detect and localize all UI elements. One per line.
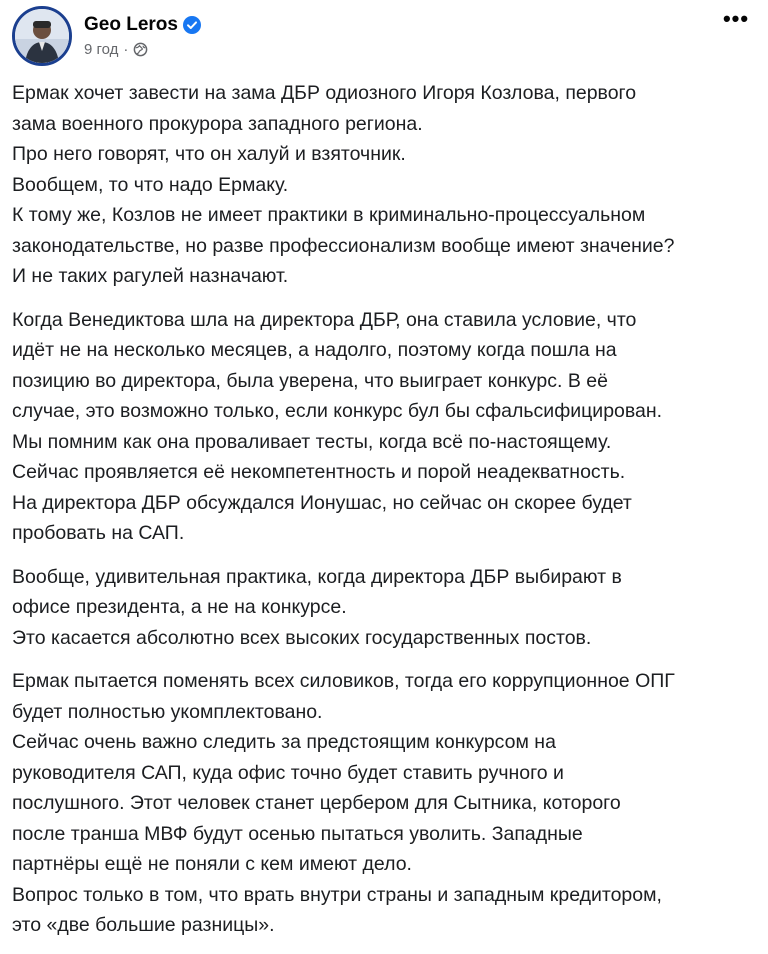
post-body <box>12 78 756 954</box>
post-header <box>12 4 201 68</box>
post-paragraph <box>12 666 756 941</box>
post-text-line: На директора ДБР обсуждался Ионушас, но сейчас он скорее будет <box>12 491 632 514</box>
post-text-line: Ермак хочет завести на зама ДБР одиозного Игоря Козлова, первого <box>12 82 637 104</box>
meta-separator: · <box>123 41 129 58</box>
post-text-line: зама военного прокурора западного региона. <box>12 112 423 135</box>
post-paragraph <box>12 305 756 549</box>
post-text-line: И не таких рагулей назначают. <box>12 265 289 287</box>
post-text-line: после транша МВФ будут осенью пытаться уволить. Западные <box>12 822 583 845</box>
post-paragraph <box>12 562 756 654</box>
avatar-image <box>15 9 69 63</box>
avatar[interactable] <box>12 6 72 66</box>
author-name[interactable]: Geo Leros <box>84 14 178 35</box>
post-text-line: идёт не на несколько месяцев, а надолго, поэтому когда пошла на <box>12 339 617 361</box>
post-text-line: Вообщем, то что надо Ермаку. <box>12 173 289 196</box>
post-text-line: Вообще, удивительная практика, когда директора ДБР выбирают в <box>12 565 622 588</box>
post-paragraph <box>12 78 756 292</box>
post-text-line: это «две большие разницы». <box>12 914 275 936</box>
post-text-line: послушного. Этот человек станет цербером для Сытника, которого <box>12 792 621 814</box>
post-text-line: Мы помним как она проваливает тесты, когда всё по-настоящему. <box>12 430 612 453</box>
post-text-line: будет полностью укомплектовано. <box>12 700 323 723</box>
author-row <box>84 14 201 36</box>
post-text-line: руководителя САП, куда офис точно будет ставить ручного и <box>12 761 564 784</box>
post-text-line: законодательстве, но разве профессионализм вообще имеют значение? <box>12 234 675 257</box>
post-text-line: офисе президента, а не на конкурсе. <box>12 596 347 618</box>
post-text-line: К тому же, Козлов не имеет практики в криминально-процессуальном <box>12 204 646 226</box>
post-text-line: Когда Венедиктова шла на директора ДБР, она ставила условие, что <box>12 308 637 331</box>
post-text-line: Вопрос только в том, что врать внутри страны и западным кредитором, <box>12 883 662 906</box>
post-text-line: случае, это возможно только, если конкурс бул бы сфальсифицирован. <box>12 400 663 422</box>
post-text-line: Про него говорят, что он халуй и взяточник. <box>12 143 406 165</box>
post-text-line: Ермак пытается поменять всех силовиков, тогда его коррупционное ОПГ <box>12 670 675 692</box>
more-options-icon[interactable]: ••• <box>722 6 750 31</box>
post-text-line: Сейчас проявляется её некомпетентность и порой неадекватность. <box>12 461 626 483</box>
verified-badge-icon <box>183 16 201 34</box>
post-text-line: Это касается абсолютно всех высоких государственных постов. <box>12 626 592 649</box>
post-text-line: пробовать на САП. <box>12 522 185 544</box>
post-text-line: партнёры ещё не поняли с кем имеют дело. <box>12 853 412 875</box>
post-meta <box>84 14 201 58</box>
globe-icon[interactable] <box>133 42 148 57</box>
post-timestamp[interactable]: 9 год <box>84 41 119 58</box>
post-text-line: позицию во директора, была уверена, что выиграет конкурс. В её <box>12 369 608 392</box>
post-text-line: Сейчас очень важно следить за предстоящим конкурсом на <box>12 731 556 753</box>
post-subline <box>84 41 201 58</box>
